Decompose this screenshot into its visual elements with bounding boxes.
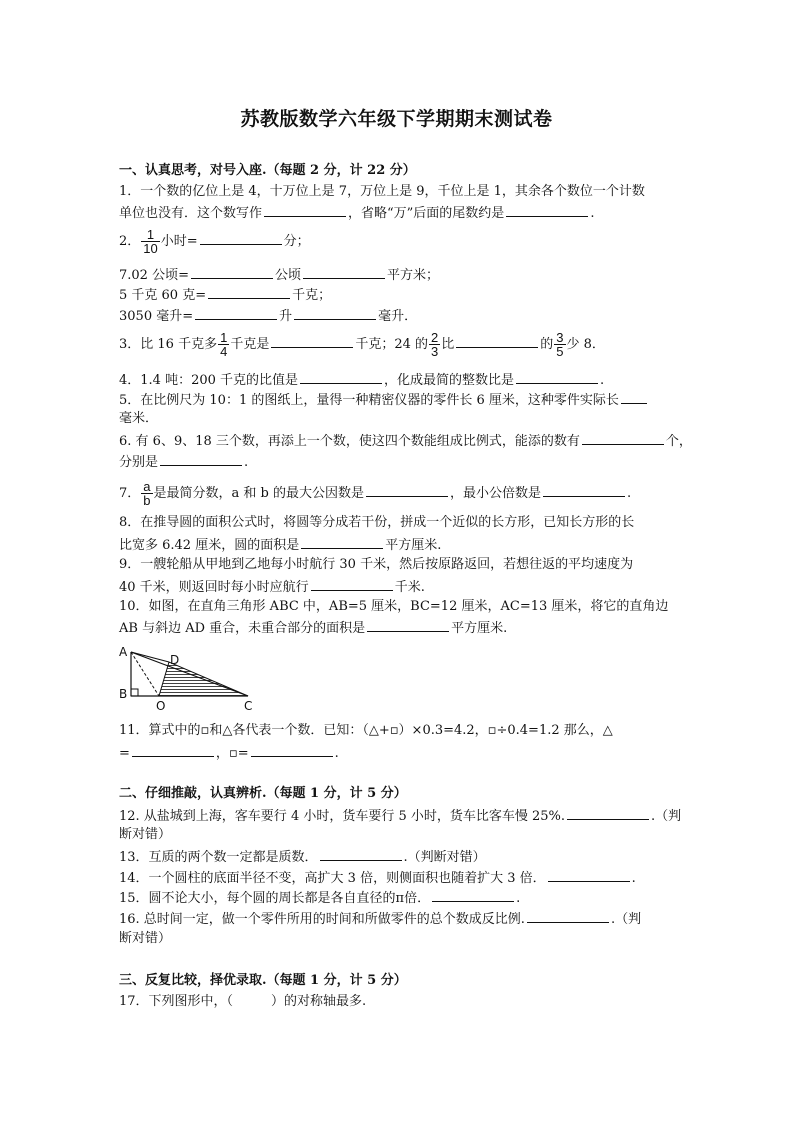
answer-blank[interactable] [195,306,277,320]
answer-blank[interactable] [294,306,376,320]
answer-blank[interactable] [456,334,538,348]
question-1-line-1: 1．一个数的亿位上是 4，十万位上是 7，万位上是 9，千位上是 1，其余各个数位一个计数 [119,184,645,199]
answer-blank[interactable] [160,452,242,466]
question-10-line-2: AB 与斜边 AD 重合，未重合部分的面积是 平方厘米. [119,618,507,638]
answer-blank[interactable] [567,806,649,820]
question-6-line-2: 分别是 . [119,452,248,472]
question-15: 15．圆不论大小，每个圆的周长都是各自直径的π倍． . [119,888,520,908]
right-angle-mark [131,689,138,696]
question-9-line-2: 40 千米，则返回时每小时应航行 千米. [119,577,425,597]
answer-blank[interactable] [200,231,282,245]
question-12-line-1: 12. 从盐城到上海，客车要行 4 小时，货车要行 5 小时，货车比客车慢 25%. .（判 [119,806,681,826]
label-a: A [119,645,128,659]
answer-blank[interactable] [300,370,382,384]
answer-blank[interactable] [516,370,598,384]
answer-blank[interactable] [191,265,273,279]
question-2-line-1: 2． $\frac{1}{10}$ 小时= 分； [119,227,310,256]
fraction: $\frac{a}{b}$ [143,479,151,508]
question-2-line-4: 3050 毫升= 升 毫升． [119,306,417,326]
question-10-line-1: 10．如图，在直角三角形 ABC 中，AB=5 厘米，BC=12 厘米，AC=13 厘米，将它的直角边 [119,599,669,614]
label-c: C [244,699,253,712]
answer-blank[interactable] [432,888,514,902]
answer-blank[interactable] [303,265,385,279]
triangle-figure [114,640,264,712]
question-16-line-1: 16. 总时间一定，做一个零件所用的时间和所做零件的总个数成反比例. .（判 [119,909,641,929]
answer-blank[interactable] [132,743,214,757]
label-b: B [119,687,128,701]
question-4: 4．1.4 吨：200 千克的比值是 ，化成最简的整数比是 . [119,370,604,390]
answer-blank[interactable] [366,483,448,497]
answer-blank[interactable] [548,868,630,882]
answer-blank[interactable] [301,535,383,549]
question-8-line-1: 8．在推导圆的面积公式时，将圆等分成若干份，拼成一个近似的长方形，已知长方形的长 [119,515,635,530]
answer-blank[interactable] [506,203,588,217]
label-d: D [170,653,180,667]
answer-blank[interactable] [582,431,664,445]
answer-blank[interactable] [320,847,402,861]
answer-blank[interactable] [251,743,333,757]
question-5-line-2: 毫米． [119,411,159,426]
section-3-heading: 三、反复比较，择优录取.（每题 1 分，计 5 分） [119,973,407,988]
page-title: 苏教版数学六年级下学期期末测试卷 [240,108,553,130]
question-7: 7． $\frac{a}{b}$ 是最简分数，a 和 b 的最大公因数是 ，最小公倍数是 . [119,479,632,508]
question-8-line-2: 比宽多 6.42 厘米，圆的面积是 平方厘米. [119,535,441,555]
question-16-line-2: 断对错） [119,931,172,946]
answer-blank[interactable] [264,203,346,217]
section-1-heading: 一、认真思考，对号入座.（每题 2 分，计 22 分） [119,163,416,178]
question-5-line-1: 5．在比例尺为 10：1 的图纸上，量得一种精密仪器的零件长 6 厘米，这种零件实际长 [119,390,649,410]
answer-blank[interactable] [621,390,647,404]
section-2-heading: 二、仔细推敲，认真辨析.（每题 1 分，计 5 分） [119,786,407,801]
question-2-line-3: 5 千克 60 克= 千克； [119,285,331,305]
answer-blank[interactable] [367,618,449,632]
question-13: 13．互质的两个数一定都是质数． .（判断对错） [119,847,486,867]
fraction: $\frac{1}{4}$ [220,330,228,359]
question-14: 14．一个圆柱的底面半径不变，高扩大 3 倍，则侧面积也随着扩大 3 倍． . [119,868,636,888]
question-6-line-1: 6. 有 6、9、18 三个数，再添上一个数，使这四个数能组成比例式，能添的数有 个， [119,431,692,451]
fraction: $\frac{1}{10}$ [143,227,158,256]
question-9-line-1: 9．一艘轮船从甲地到乙地每小时航行 30 千米，然后按原路返回，若想往返的平均速度为 [119,557,634,572]
question-1-line-2: 单位也没有．这个数写作 ，省略“万”后面的尾数约是 . [119,203,594,223]
question-11-line-2: = ，▫= . [119,743,339,763]
question-12-line-2: 断对错） [119,827,172,842]
fraction: $\frac{3}{5}$ [556,330,564,359]
answer-blank[interactable] [543,483,625,497]
label-o: O [156,699,166,712]
fraction: $\frac{2}{3}$ [431,330,439,359]
answer-blank[interactable] [527,909,609,923]
question-2-line-2: 7.02 公顷= 公顷 平方米； [119,265,439,285]
answer-blank[interactable] [311,577,393,591]
answer-blank[interactable] [271,334,353,348]
question-11-line-1: 11．算式中的▫和△各代表一个数．已知：（△+▫）×0.3=4.2，▫÷0.4=1.2 那么，△ [119,723,613,738]
question-3: 3．比 16 千克多 $\frac{1}{4}$ 千克是 千克；24 的 $\frac{2}{3}$ 比 的 $\frac{3}{5}$ 少 8． [119,330,605,359]
answer-blank[interactable] [208,285,290,299]
question-17: 17．下列图形中，（ ）的对称轴最多. [119,994,367,1009]
